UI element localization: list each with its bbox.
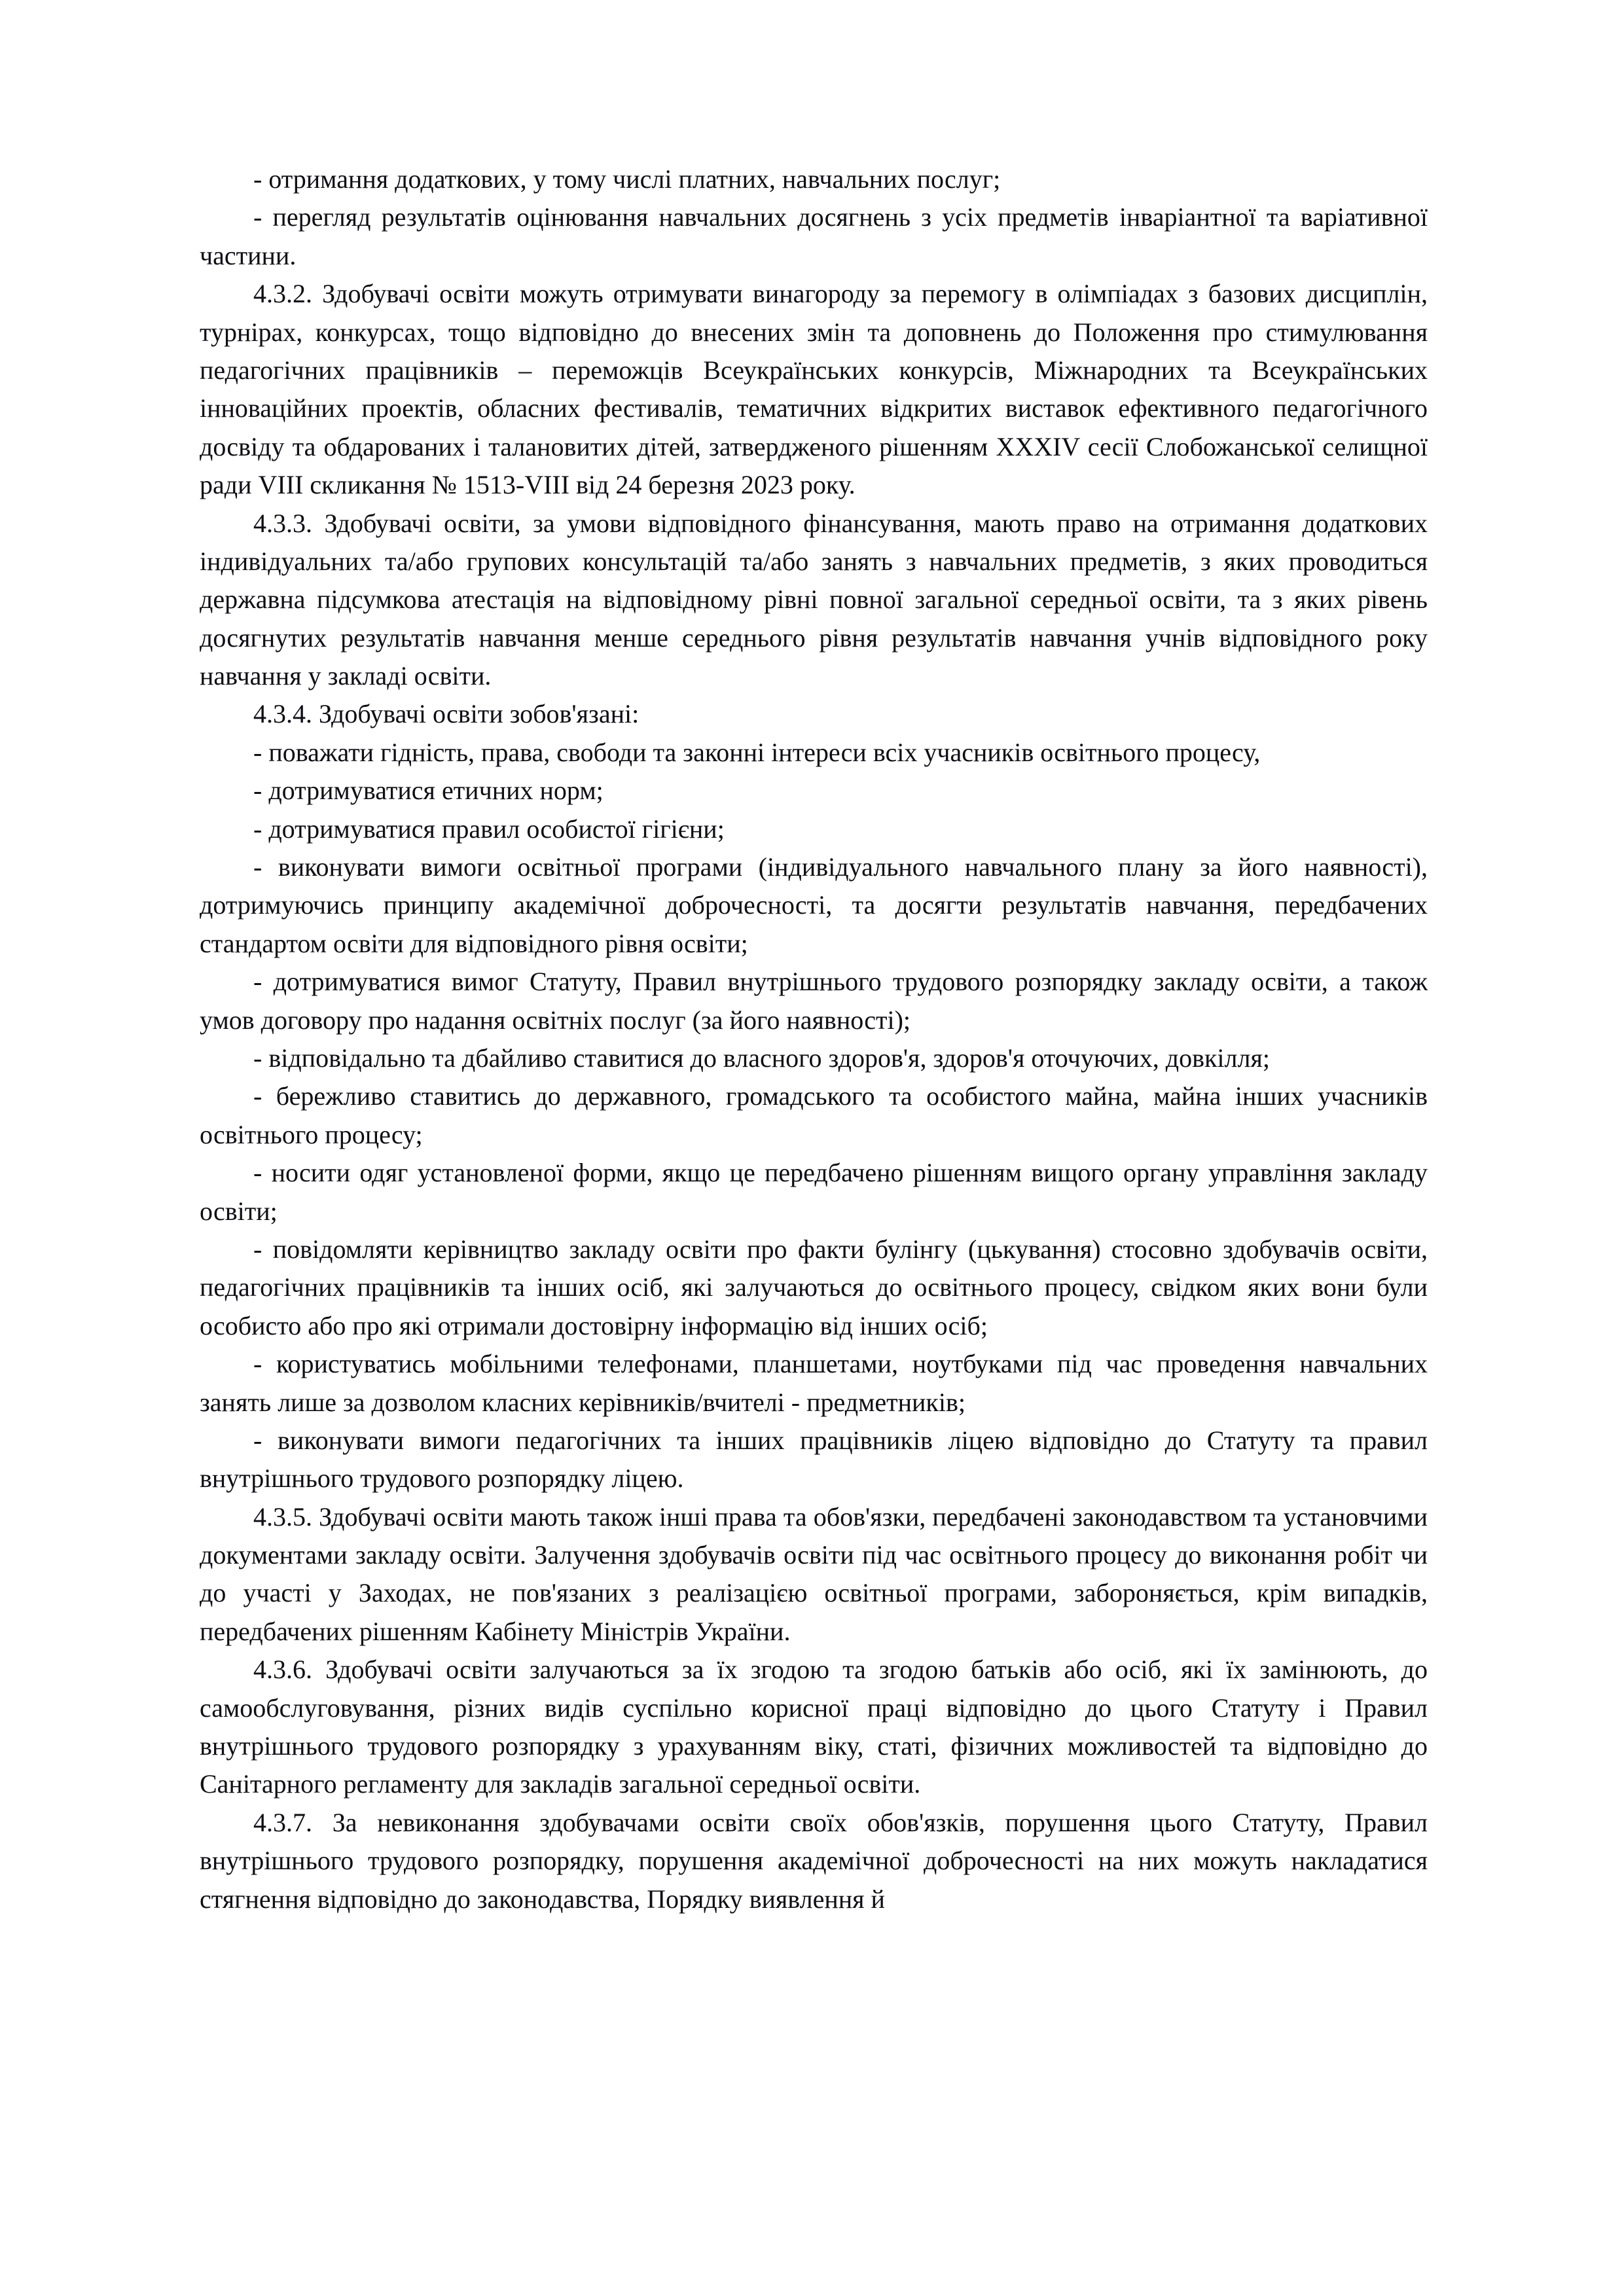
list-item: - користуватись мобільними телефонами, планшетами, ноутбуками під час проведення навчальних занять лише за дозволом класних керівників/вчителі - предметників; [200, 1349, 1428, 1417]
list-item: - виконувати вимоги педагогічних та інших працівників ліцею відповідно до Статуту та правил внутрішнього трудового розпорядку ліцею. [200, 1425, 1428, 1494]
list-item: - виконувати вимоги освітньої програми (індивідуального навчального плану за його наявності), дотримуючись принципу академічної доброчесності, та досягти результатів навчання, передбачених стандартом освіти для відповідного рівня освіти; [200, 852, 1428, 958]
list-item: - дотримуватися правил особистої гігієни; [253, 814, 725, 844]
paragraph: - отримання додаткових, у тому числі платних, навчальних послуг; [253, 164, 1001, 194]
list-item: - поважати гідність, права, свободи та законні інтереси всіх учасників освітнього процесу, [253, 737, 1261, 767]
paragraph-4-3-4: 4.3.4. Здобувачі освіти зобов'язані: [253, 699, 640, 729]
paragraph-4-3-5: 4.3.5. Здобувачі освіти мають також інші права та обов'язки, передбачені законодавством та установчими документами закладу освіти. Залучення здобувачів освіти під час освітнього процесу до виконання робіт чи до участі у Заходах, не пов'язаних з реалізацією освітньої програми, забороняється, крім випадків, передбачених рішенням Кабінету Міністрів України. [200, 1501, 1428, 1646]
paragraph-4-3-2: 4.3.2. Здобувачі освіти можуть отримувати винагороду за перемогу в олімпіадах з базових дисциплін, турнірах, конкурсах, тощо відповідно до внесених змін та доповнень до Положення про стимулювання педагогічних працівників – переможців Всеукраїнських конкурсів, Міжнародних та Всеукраїнських інноваційних проектів, обласних фестивалів, тематичних відкритих виставок ефективного педагогічного досвіду та обдарованих і талановитих дітей, затвердженого рішенням XXXIV сесії Слобожанської селищної ради VIII скликання № 1513-VIII від 24 березня 2023 року. [200, 279, 1428, 500]
list-item: - носити одяг установленої форми, якщо це передбачено рішенням вищого органу управління закладу освіти; [200, 1158, 1428, 1226]
paragraph-4-3-6: 4.3.6. Здобувачі освіти залучаються за їх згодою та згодою батьків або осіб, які їх замінюють, до самообслуговування, різних видів суспільно корисної праці відповідно до цього Статуту і Правил внутрішнього трудового розпорядку з урахуванням віку, статі, фізичних можливостей та відповідно до Санітарного регламенту для закладів загальної середньої освіти. [200, 1655, 1428, 1799]
list-item: - дотримуватися етичних норм; [253, 776, 604, 806]
paragraph-4-3-3: 4.3.3. Здобувачі освіти, за умови відповідного фінансування, мають право на отримання додаткових індивідуальних та/або групових консультацій та/або занять з навчальних предметів, з яких проводиться державна підсумкова атестація на відповідному рівні повної загальної середньої освіти, та з яких рівень досягнутих результатів навчання менше середнього рівня результатів навчання учнів відповідного року навчання у закладі освіти. [200, 508, 1428, 691]
list-item: - відповідально та дбайливо ставитися до власного здоров'я, здоров'я оточуючих, довкілля; [253, 1043, 1270, 1073]
document-body [200, 160, 1428, 1918]
paragraph: - перегляд результатів оцінювання навчальних досягнень з усіх предметів інваріантної та варіативної частини. [200, 202, 1428, 270]
list-item: - дотримуватися вимог Статуту, Правил внутрішнього трудового розпорядку закладу освіти, а також умов договору про надання освітніх послуг (за його наявності); [200, 967, 1428, 1035]
paragraph-4-3-7: 4.3.7. За невиконання здобувачами освіти своїх обов'язків, порушення цього Статуту, Правил внутрішнього трудового розпорядку, порушення академічної доброчесності на них можуть накладатися стягнення відповідно до законодавства, Порядку виявлення й [200, 1807, 1428, 1914]
list-item: - повідомляти керівництво закладу освіти про факти булінгу (цькування) стосовно здобувачів освіти, педагогічних працівників та інших осіб, які залучаються до освітнього процесу, свідком яких вони були особисто або про які отримали достовірну інформацію від інших осіб; [200, 1234, 1428, 1340]
list-item: - бережливо ставитись до державного, громадського та особистого майна, майна інших учасників освітнього процесу; [200, 1081, 1428, 1149]
